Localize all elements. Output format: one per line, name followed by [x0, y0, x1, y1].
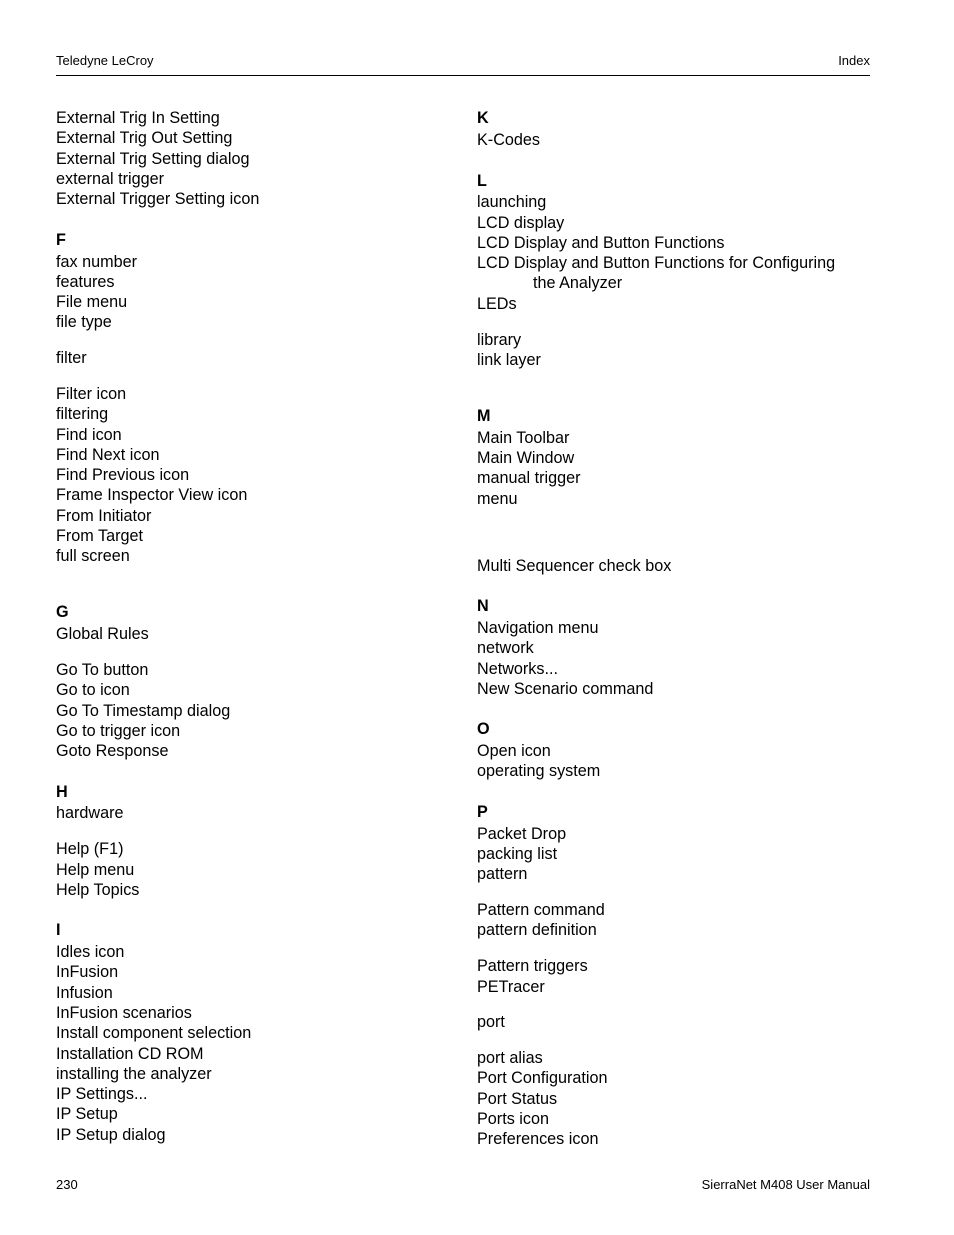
index-entry: Frame Inspector View icon: [56, 486, 248, 504]
index-entry: Networks...: [477, 660, 558, 678]
index-entry: Ports icon: [477, 1110, 549, 1128]
index-entry: Navigation menu: [477, 619, 599, 637]
index-entry: External Trigger Setting icon: [56, 190, 260, 208]
index-entry: Help Topics: [56, 881, 140, 899]
index-entry: InFusion: [56, 963, 119, 981]
index-entry: full screen: [56, 547, 130, 565]
index-entry: link layer: [477, 351, 541, 369]
index-entry: Main Window: [477, 449, 575, 467]
index-entry: filtering: [56, 405, 109, 423]
index-entry: hardware: [56, 804, 124, 822]
index-entry: Go To Timestamp dialog: [56, 702, 231, 720]
index-entry: LEDs: [477, 295, 517, 313]
index-letter-heading: H: [56, 783, 68, 801]
index-entry: installing the analyzer: [56, 1065, 212, 1083]
index-letter-heading: F: [56, 231, 66, 249]
index-entry: Install component selection: [56, 1024, 252, 1042]
header-company: Teledyne LeCroy: [56, 53, 154, 68]
index-entry: manual trigger: [477, 469, 581, 487]
index-entry: Infusion: [56, 984, 113, 1002]
index-entry: port: [477, 1013, 505, 1031]
index-entry: Main Toolbar: [477, 429, 570, 447]
index-entry: external trigger: [56, 170, 164, 188]
index-letter-heading: G: [56, 603, 69, 621]
index-entry: Global Rules: [56, 625, 149, 643]
index-entry: operating system: [477, 762, 601, 780]
index-letter-heading: I: [56, 921, 61, 939]
index-entry: Packet Drop: [477, 825, 567, 843]
index-entry: network: [477, 639, 534, 657]
index-entry: New Scenario command: [477, 680, 654, 698]
index-entry: External Trig Setting dialog: [56, 150, 250, 168]
index-entry: PETracer: [477, 978, 545, 996]
index-entry: Multi Sequencer check box: [477, 557, 672, 575]
index-entry-continuation: the Analyzer: [533, 274, 623, 292]
index-entry: launching: [477, 193, 547, 211]
header-section: Index: [838, 53, 870, 68]
index-entry: LCD display: [477, 214, 565, 232]
index-entry: Go to icon: [56, 681, 130, 699]
index-entry: Go To button: [56, 661, 149, 679]
index-letter-heading: O: [477, 720, 490, 738]
index-entry: file type: [56, 313, 112, 331]
index-entry: library: [477, 331, 522, 349]
index-entry: File menu: [56, 293, 128, 311]
index-entry: features: [56, 273, 115, 291]
index-entry: Open icon: [477, 742, 551, 760]
index-entry: filter: [56, 349, 87, 367]
index-entry: LCD Display and Button Functions: [477, 234, 725, 252]
index-letter-heading: M: [477, 407, 491, 425]
index-entry: Filter icon: [56, 385, 127, 403]
index-entry: Pattern command: [477, 901, 605, 919]
index-entry: LCD Display and Button Functions for Configuring: [477, 254, 836, 272]
index-entry: External Trig Out Setting: [56, 129, 233, 147]
index-entry: pattern: [477, 865, 528, 883]
index-letter-heading: P: [477, 803, 488, 821]
index-entry: Goto Response: [56, 742, 169, 760]
index-entry: Port Configuration: [477, 1069, 608, 1087]
index-entry: Preferences icon: [477, 1130, 599, 1148]
index-entry: Port Status: [477, 1090, 558, 1108]
index-entry: IP Setup dialog: [56, 1126, 166, 1144]
index-entry: From Target: [56, 527, 143, 545]
index-entry: Help menu: [56, 861, 135, 879]
index-entry: packing list: [477, 845, 558, 863]
index-entry: Help (F1): [56, 840, 124, 858]
index-entry: InFusion scenarios: [56, 1004, 192, 1022]
index-entry: Find Previous icon: [56, 466, 190, 484]
index-letter-heading: L: [477, 172, 487, 190]
index-entry: pattern definition: [477, 921, 597, 939]
index-entry: Find Next icon: [56, 446, 160, 464]
index-letter-heading: N: [477, 597, 489, 615]
index-entry: port alias: [477, 1049, 543, 1067]
index-entry: fax number: [56, 253, 137, 271]
page-number: 230: [56, 1177, 78, 1192]
index-entry: External Trig In Setting: [56, 109, 220, 127]
index-letter-heading: K: [477, 109, 489, 127]
index-entry: Find icon: [56, 426, 122, 444]
index-entry: Installation CD ROM: [56, 1045, 204, 1063]
index-entry: IP Setup: [56, 1105, 118, 1123]
index-entry: K-Codes: [477, 131, 540, 149]
index-entry: Go to trigger icon: [56, 722, 181, 740]
index-entry: Pattern triggers: [477, 957, 588, 975]
index-entry: IP Settings...: [56, 1085, 148, 1103]
index-entry: Idles icon: [56, 943, 125, 961]
index-entry: From Initiator: [56, 507, 152, 525]
manual-title: SierraNet M408 User Manual: [701, 1177, 870, 1192]
index-entry: menu: [477, 490, 518, 508]
page-header: [56, 53, 870, 76]
